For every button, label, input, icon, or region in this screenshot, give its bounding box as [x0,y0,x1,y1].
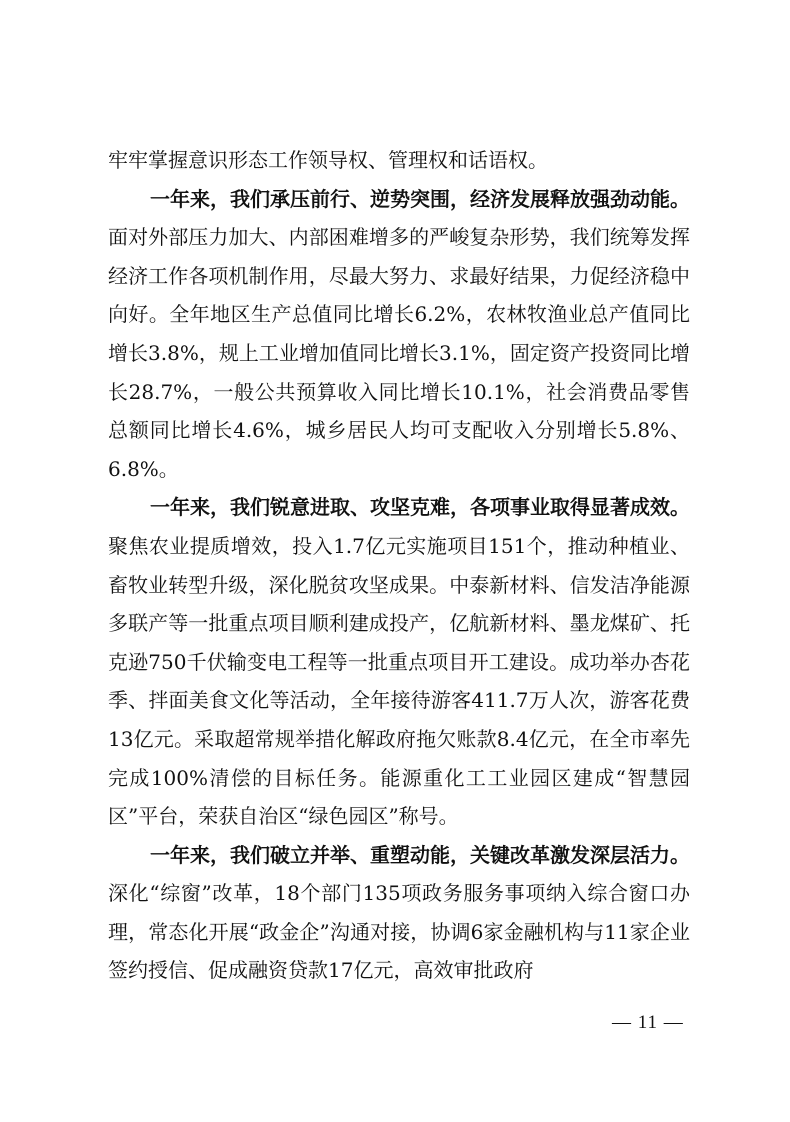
paragraph-text: 牢牢掌握意识形态工作领导权、管理权和话语权。 [108,148,548,172]
paragraph-lead: 一年来，我们破立并举、重塑动能，关键改革激发深层活力。 [150,842,690,867]
paragraph-lead: 一年来，我们锐意进取、攻坚克难，各项事业取得显著成效。 [150,495,690,520]
paragraph-economy [108,180,690,489]
paragraph-achievements [108,488,690,835]
paragraph-continuation [108,141,690,180]
paragraph-text: 深化“综窗”改革，18个部门135项政务服务事项纳入综合窗口办理，常态化开展“政金企”沟通对接，协调6家金融机构与11家企业签约授信、促成融资贷款17亿元，高效审批政府 [108,881,690,983]
paragraph-text: 面对外部压力加大、内部困难增多的严峻复杂形势，我们统筹发挥经济工作各项机制作用，尽最大努力、求最好结果，力促经济稳中向好。全年地区生产总值同比增长6.2%，农林牧渔业总产值同比增长3.8%，规上工业增加值同比增长3.1%，固定资产投资同比增长28.7%，一般公共预算收入同比增长10.1%，社会消费品零售总额同比增长4.6%，城乡居民人均可支配收入分别增长5.8%、6.8%。 [108,225,690,481]
page-number: — 11 — [612,1012,684,1033]
paragraph-text: 聚焦农业提质增效，投入1.7亿元实施项目151个，推动种植业、畜牧业转型升级，深化脱贫攻坚成果。中泰新材料、信发洁净能源多联产等一批重点项目顺利建成投产，亿航新材料、墨龙煤矿、托克逊750千伏输变电工程等一批重点项目开工建设。成功举办杏花季、拌面美食文化等活动，全年接待游客411.7万人次，游客花费13亿元。采取超常规举措化解政府拖欠账款8.4亿元，在全市率先完成100%清偿的目标任务。能源重化工工业园区建成“智慧园区”平台，荣获自治区“绿色园区”称号。 [108,533,690,829]
paragraph-lead: 一年来，我们承压前行、逆势突围，经济发展释放强劲动能。 [150,186,690,211]
paragraph-reform [108,836,690,990]
document-body [108,141,690,990]
